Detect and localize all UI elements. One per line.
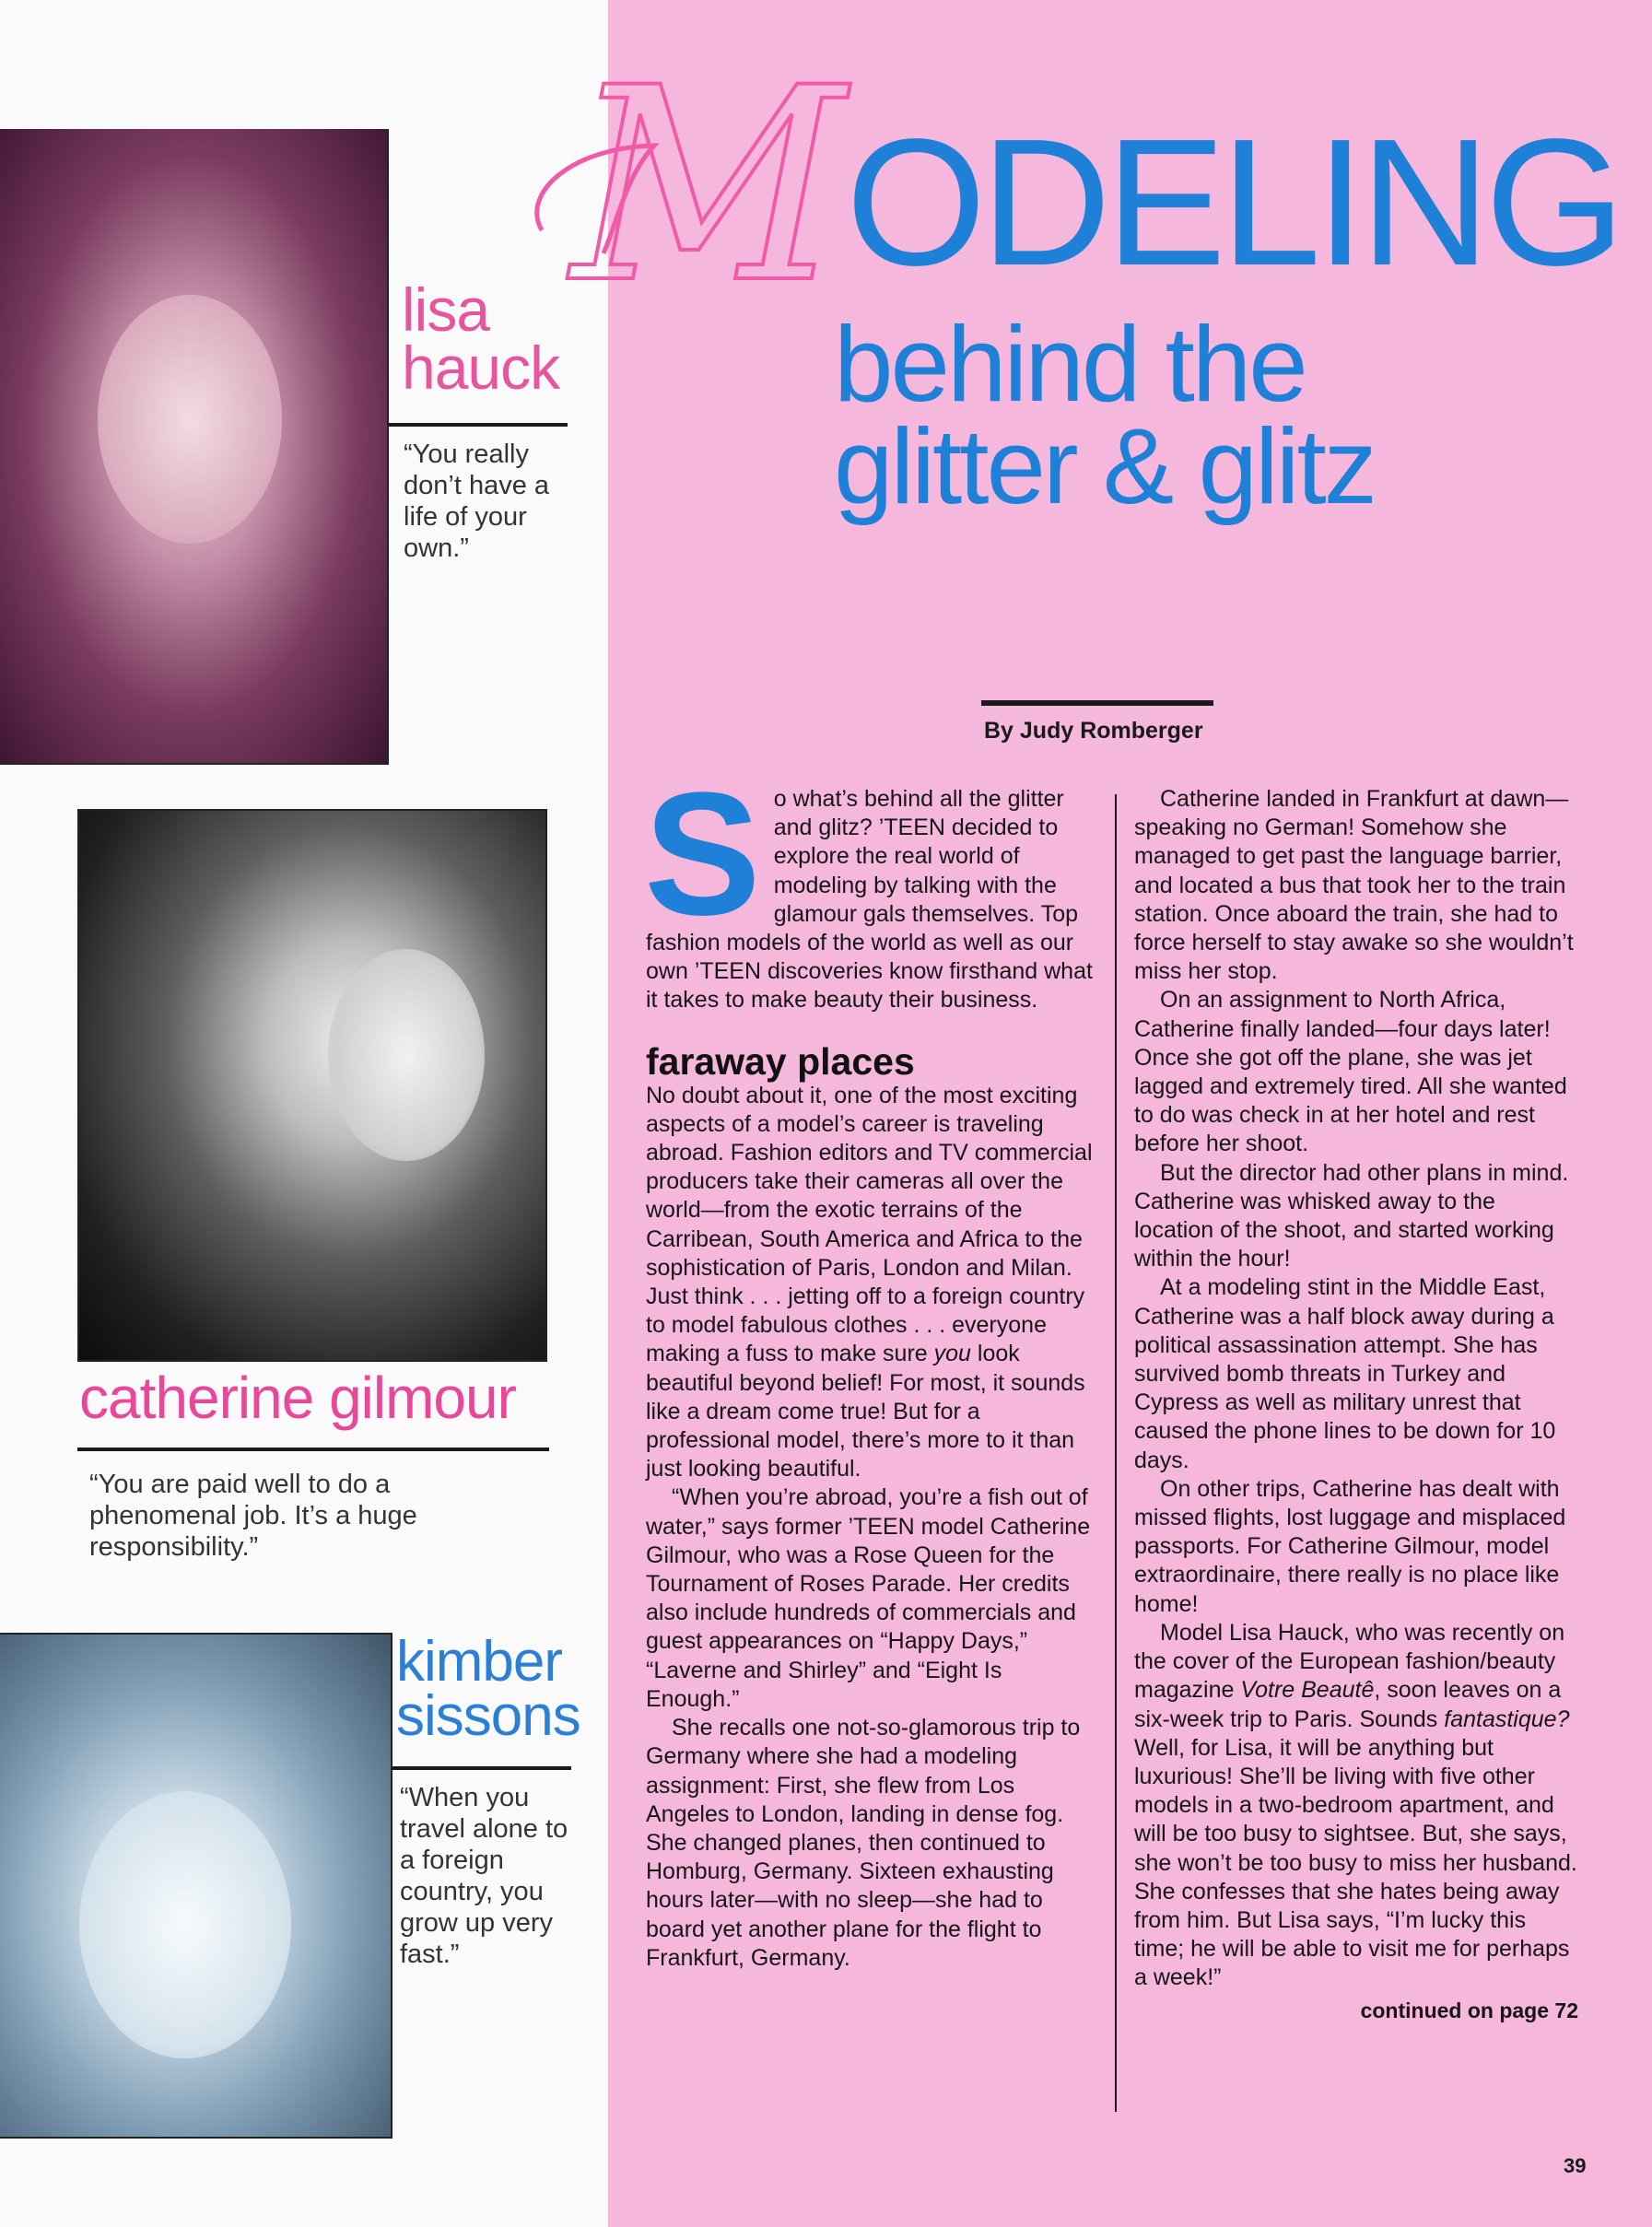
text-run: No doubt about it, one of the most exciting aspects of a model’s career is traveling abroad. Fashion editors and TV commercial producers take their cameras all over the world—from the exotic terrains of the Carribean, South America and Africa to the sophistication of Paris, London and Milan. Just think . . . jetting off to a foreign country to model fabulous clothes . . . everyone making a fuss to make sure bbox=[646, 1082, 1093, 1367]
portrait-face bbox=[328, 949, 485, 1161]
continued-note: continued on page 72 bbox=[1360, 1998, 1578, 2022]
name-line: hauck bbox=[402, 333, 560, 402]
body-paragraph bbox=[1134, 1619, 1578, 1993]
title-word: ODELING bbox=[846, 101, 1621, 303]
drop-cap: S bbox=[644, 756, 761, 952]
subtitle-line-2: glitter & glitz bbox=[834, 406, 1375, 527]
name-line: lisa bbox=[402, 275, 490, 344]
name-line: kimber bbox=[396, 1630, 563, 1694]
quote-kimber-sissons: “When you travel alone to a foreign country, you grow up very fast.” bbox=[400, 1783, 568, 1969]
byline: By Judy Romberger bbox=[984, 718, 1203, 744]
caption-rule bbox=[392, 1766, 571, 1770]
body-paragraph: “When you’re abroad, you’re a fish out of water,” says former ’TEEN model Catherine Gilmour, who was a Rose Queen for the Tournament of Roses Parade. Her credits also include hundreds of commercials and guest appearances on “Happy Days,” “Laverne and Shirley” and “Eight Is Enough.” bbox=[646, 1484, 1091, 1712]
quote-lisa-hauck: “You really don’t have a life of your own.” bbox=[404, 440, 550, 563]
section-heading: faraway places bbox=[646, 1039, 915, 1083]
body-paragraph: On an assignment to North Africa, Catherine finally landed—four days later! Once she got off the plane, she was jet lagged and extremely tired. All she wanted to do was check in at her hotel and rest before her shoot. bbox=[1134, 987, 1567, 1157]
article-column-1 bbox=[644, 756, 1100, 1973]
intro-text: o what’s behind all the glitter and glitz? ’TEEN decided to explore the real world of modeling by talking with the glamour gals themselves. Top fashion models of the world as well as our own ’TEEN discoveries know firsthand what it takes to make beauty their business. bbox=[646, 786, 1093, 1014]
model-name-catherine-gilmour: catherine gilmour bbox=[79, 1365, 516, 1431]
portrait-face bbox=[79, 1791, 291, 2058]
photo-catherine-gilmour bbox=[77, 809, 547, 1362]
column-divider bbox=[1115, 794, 1117, 2112]
subtitle bbox=[834, 304, 1375, 527]
caption-rule bbox=[387, 423, 568, 427]
byline-rule bbox=[981, 700, 1213, 706]
body-paragraph bbox=[646, 1082, 1100, 1484]
caption-rule bbox=[77, 1448, 549, 1451]
photo-kimber-sissons bbox=[0, 1633, 392, 2139]
body-paragraph: At a modeling stint in the Middle East, Catherine was a half block away during a political assassination attempt. She has survived bomb threats in Turkey and Cypress as well as military unrest that caused the phone lines to be down for 10 days. bbox=[1134, 1274, 1556, 1473]
body-paragraph: But the director had other plans in mind. Catherine was whisked away to the location of the shoot, and started working within the hour! bbox=[1134, 1159, 1569, 1272]
model-name-kimber-sissons bbox=[396, 1630, 580, 1748]
title-initial-letter: M bbox=[571, 37, 845, 313]
text-emphasis: Votre Beautê bbox=[1240, 1677, 1375, 1704]
article-column-2 bbox=[1134, 785, 1578, 2025]
body-paragraph: Catherine landed in Frankfurt at dawn—speaking no German! Somehow she managed to get past the language barrier, and located a bus that took her to the train station. Once aboard the train, she had to force herself to stay awake so she wouldn’t miss her stop. bbox=[1134, 786, 1574, 985]
text-run: , soon leaves on a six-week trip to Paris. Sounds bbox=[1134, 1677, 1562, 1732]
text-run: Model Lisa Hauck, who was recently on the cover of the European fashion/beauty magazine bbox=[1134, 1619, 1565, 1704]
page-number: 39 bbox=[1564, 2154, 1587, 2177]
quote-catherine-gilmour: “You are paid well to do a phenomenal job. It’s a huge responsibility.” bbox=[89, 1470, 417, 1562]
body-paragraph: She recalls one not-so-glamorous trip to Germany where she had a modeling assignment: First, she flew from Los Angeles to London, landing in dense fog. She changed planes, then continued to Homburg, Germany. Sixteen exhausting hours later—with no sleep—she had to board yet another plane for the flight to Frankfurt, Germany. bbox=[646, 1715, 1081, 1971]
subtitle-line-1: behind the bbox=[834, 304, 1306, 424]
text-run: Well, for Lisa, it will be anything but luxurious! She’ll be living with five other models in a two-bedroom apartment, and will be too busy to sightsee. But, she says, she won’t be too busy to miss her husband. She confesses that she hates being away from him. But Lisa says, “I’m lucky this time; he will be able to visit me for perhaps a week!” bbox=[1134, 1734, 1577, 1991]
intro-paragraph bbox=[644, 756, 1100, 1015]
name-line: sissons bbox=[396, 1683, 580, 1748]
portrait-face bbox=[98, 295, 282, 544]
title-script-initial bbox=[516, 37, 903, 313]
text-emphasis: fantastique? bbox=[1444, 1705, 1570, 1732]
body-paragraph: On other trips, Catherine has dealt with missed flights, lost luggage and misplaced passports. For Catherine Gilmour, model extraordinaire, there really is no place like home! bbox=[1134, 1475, 1566, 1617]
text-run: look beautiful beyond belief! For most, it sounds like a dream come true! But for a professional model, there’s more to it than just looking beautiful. bbox=[646, 1341, 1085, 1483]
text-emphasis: you bbox=[933, 1341, 971, 1367]
photo-lisa-hauck bbox=[0, 129, 389, 765]
